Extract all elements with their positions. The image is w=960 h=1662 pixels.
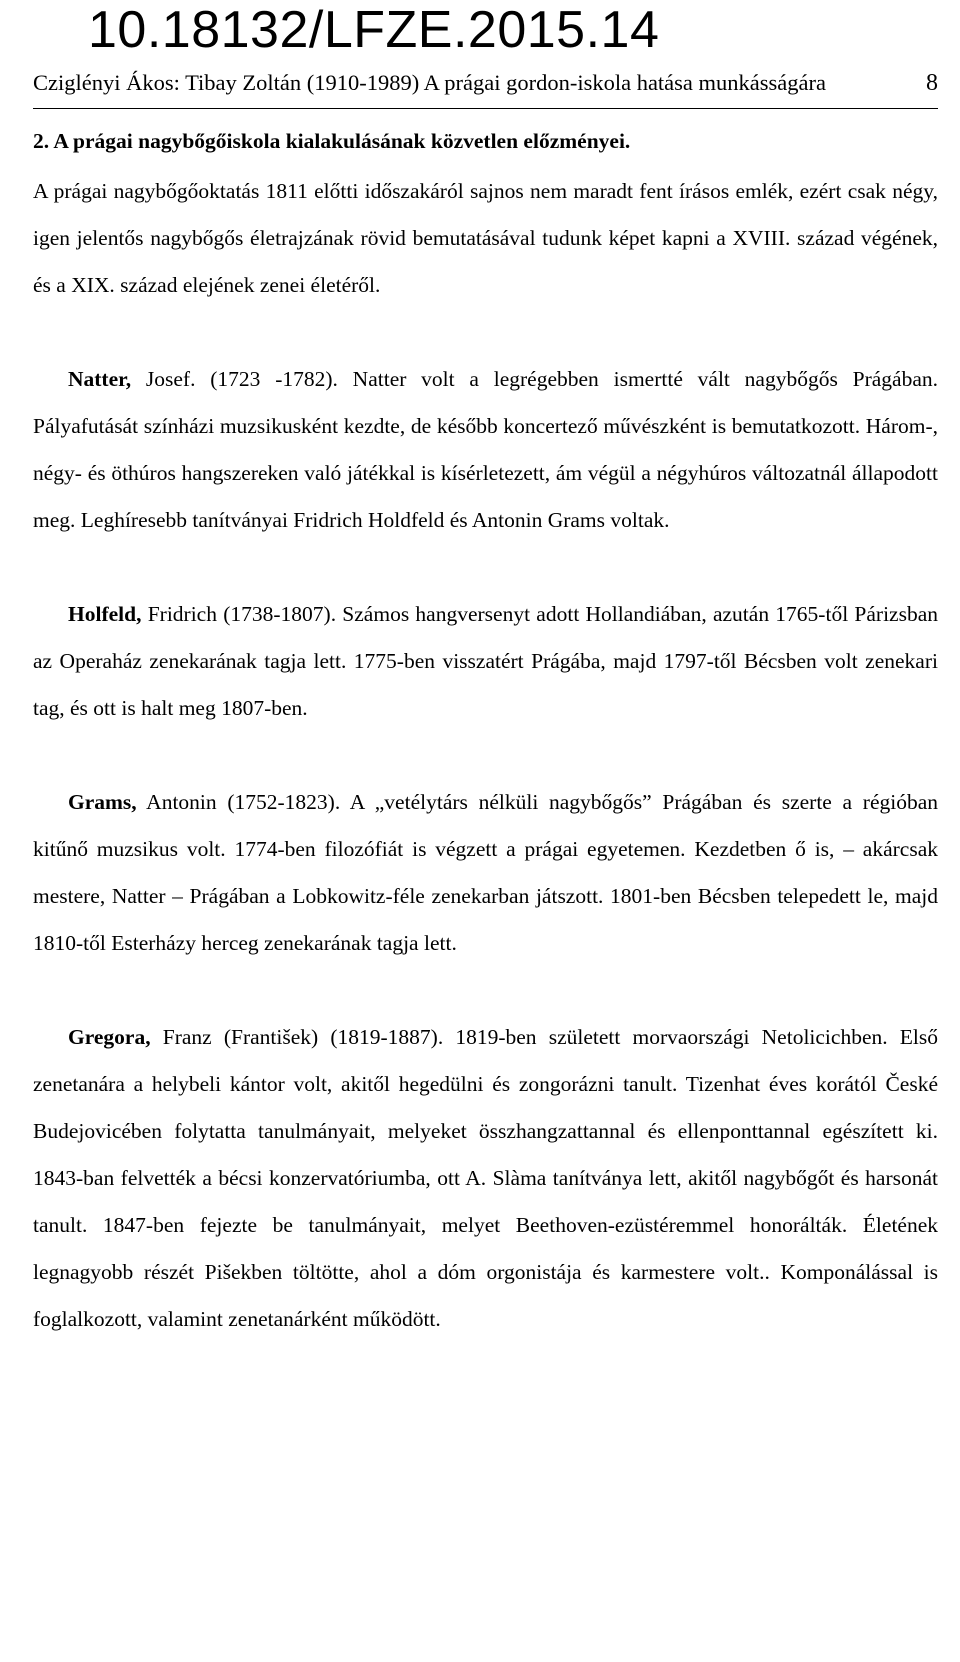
entry-surname: Grams, <box>68 790 137 814</box>
entry-text: Fridrich (1738-1807). Számos hangversenyt adott Hollandiában, azután 1765-től Párizsban az Operaház zenekarának tagja lett. 1775-ben visszatért Prágába, majd 1797-től Bécsben volt zenekari tag, és ott is halt meg 1807-ben. <box>33 602 938 720</box>
entry-text: Franz (František) (1819-1887). 1819-ben született morvaországi Netolicichben. Első zenetanára a helybeli kántor volt, akitől hegedülni és zongorázni tanult. Tizenhat éves korától České Budejovicében folytatta tanulmányait, melyeket összhangzattannal és ellenponttannal egészített ki. 1843-ban felvették a bécsi konzervatóriumba, ott A. Slàma tanítványa lett, akitől nagybőgőt és harsonát tanult. 1847-ben fejezte be tanulmányait, melyet Beethoven-ezüstéremmel honorálták. Életének legnagyobb részét Pišekben töltötte, ahol a dóm orgonistája és karmestere volt.. Komponálással is foglalkozott, valamint zenetanárként működött. <box>33 1025 938 1331</box>
entry-gregora <box>33 1014 938 1343</box>
entry-holfeld <box>33 591 938 732</box>
page-number: 8 <box>926 70 938 96</box>
section-title: 2. A prágai nagybőgőiskola kialakulásának közvetlen előzményei. <box>33 129 631 153</box>
entry-surname: Holfeld, <box>68 602 142 626</box>
entry-grams <box>33 779 938 967</box>
doi-identifier: 10.18132/LFZE.2015.14 <box>88 1 660 59</box>
running-header <box>33 68 938 109</box>
entry-surname: Gregora, <box>68 1025 151 1049</box>
intro-paragraph: A prágai nagybőgőoktatás 1811 előtti időszakáról sajnos nem maradt fent írásos emlék, ezért csak négy, igen jelentős nagybőgős életrajzának rövid bemutatásával tudunk képet kapni a XVIII. század végének, és a XIX. század elejének zenei életéről. <box>33 179 938 297</box>
entry-surname: Natter, <box>68 367 132 391</box>
entry-text: Antonin (1752-1823). A „vetélytárs nélküli nagybőgős” Prágában és szerte a régióban kitűnő muzsikus volt. 1774-ben filozófiát is végzett a prágai egyetemen. Kezdetben ő is, – akárcsak mestere, Natter – Prágában a Lobkowitz-féle zenekarban játszott. 1801-ben Bécsben telepedett le, majd 1810-től Esterházy herceg zenekarának tagja lett. <box>33 790 938 955</box>
entry-natter <box>33 356 938 544</box>
running-title: Cziglényi Ákos: Tibay Zoltán (1910-1989) A prágai gordon-iskola hatása munkásságára <box>33 70 826 95</box>
page-body <box>33 118 938 1343</box>
entry-text: Josef. (1723 -1782). Natter volt a legrégebben ismertté vált nagybőgős Prágában. Pályafutását színházi muzsikusként kezdte, de később koncertező művészként is bemutatkozott. Három-, négy- és öthúros hangszereken való játékkal is kísérletezett, ám végül a négyhúros változatnál állapodott meg. Leghíresebb tanítványai Fridrich Holdfeld és Antonin Grams voltak. <box>33 367 938 532</box>
